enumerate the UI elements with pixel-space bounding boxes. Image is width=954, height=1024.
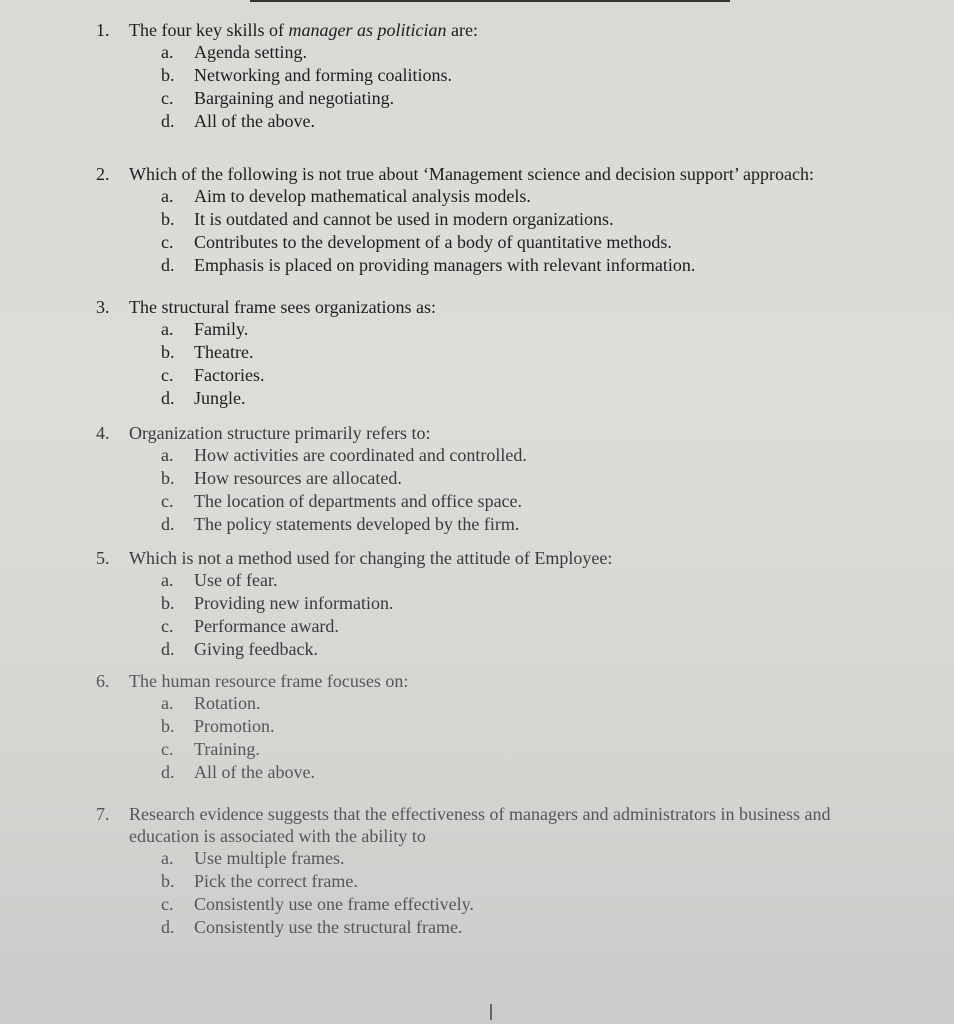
- question-stem: [96, 19, 916, 41]
- option-a: a. Use multiple frames.: [161, 848, 345, 868]
- option-d: d. Consistently use the structural frame.: [161, 917, 463, 937]
- option-b: b. Pick the correct frame.: [161, 871, 358, 891]
- option-d: d. All of the above.: [161, 762, 315, 782]
- question-number: 7.: [96, 804, 110, 824]
- option-list: [96, 185, 916, 277]
- question-text: Which is not a method used for changing the attitude of Employee:: [129, 548, 613, 568]
- question-number: 3.: [96, 297, 110, 317]
- option-c: c. Contributes to the development of a body of quantitative methods.: [161, 232, 672, 252]
- question-stem: [96, 163, 916, 185]
- option-d: d. All of the above.: [161, 111, 315, 131]
- option-b: b. Theatre.: [161, 342, 254, 362]
- option-c: c. The location of departments and office space.: [161, 491, 523, 511]
- option-list: [96, 847, 896, 939]
- option-d: d. The policy statements developed by the firm.: [161, 514, 520, 534]
- question-text: Research evidence suggests that the effectiveness of managers and administrators in business and education is associated with the ability to: [129, 804, 831, 846]
- option-a: a. Family.: [161, 319, 249, 339]
- option-b: b. How resources are allocated.: [161, 468, 402, 488]
- question-text: The structural frame sees organizations as:: [129, 297, 437, 317]
- option-a: a. Rotation.: [161, 693, 261, 713]
- question-text-start: The four key skills of: [129, 20, 289, 40]
- question-4: [96, 422, 916, 536]
- page-marker: [490, 1004, 492, 1020]
- option-list: [96, 444, 916, 536]
- option-b: b. It is outdated and cannot be used in modern organizations.: [161, 209, 614, 229]
- option-d: d. Giving feedback.: [161, 639, 318, 659]
- option-c: c. Performance award.: [161, 616, 339, 636]
- question-7: [96, 803, 896, 939]
- question-text: The human resource frame focuses on:: [129, 671, 409, 691]
- option-c: c. Factories.: [161, 365, 265, 385]
- question-text: Organization structure primarily refers to:: [129, 423, 431, 443]
- option-d: d. Jungle.: [161, 388, 246, 408]
- question-text: [129, 19, 916, 41]
- question-number: 2.: [96, 164, 110, 184]
- question-stem: [96, 803, 896, 847]
- question-2: [96, 163, 916, 277]
- question-6: [96, 670, 916, 784]
- option-c: c. Bargaining and negotiating.: [161, 88, 395, 108]
- top-rule: [250, 0, 730, 2]
- option-c: c. Consistently use one frame effectively.: [161, 894, 474, 914]
- question-stem: [96, 547, 916, 569]
- question-number: 5.: [96, 548, 110, 568]
- question-stem: [96, 670, 916, 692]
- question-5: [96, 547, 916, 661]
- question-number: 4.: [96, 423, 110, 443]
- option-list: [96, 569, 916, 661]
- option-list: [96, 692, 916, 784]
- question-number: 6.: [96, 671, 110, 691]
- option-list: [96, 318, 916, 410]
- option-a: a. How activities are coordinated and controlled.: [161, 445, 527, 465]
- option-d: d. Emphasis is placed on providing managers with relevant information.: [161, 255, 696, 275]
- question-stem: [96, 296, 916, 318]
- option-b: b. Providing new information.: [161, 593, 394, 613]
- option-list: [96, 41, 916, 133]
- option-a: a. Aim to develop mathematical analysis models.: [161, 186, 531, 206]
- question-3: [96, 296, 916, 410]
- question-stem: [96, 422, 916, 444]
- question-1: [96, 19, 916, 133]
- option-a: a. Agenda setting.: [161, 42, 307, 62]
- question-text-italic: manager as politician: [288, 20, 447, 40]
- option-a: a. Use of fear.: [161, 570, 278, 590]
- option-b: b. Promotion.: [161, 716, 275, 736]
- question-text: Which of the following is not true about ‘Management science and decision support’ approach:: [129, 164, 814, 184]
- question-text-end: are:: [446, 20, 478, 40]
- option-c: c. Training.: [161, 739, 260, 759]
- question-number: 1.: [96, 20, 110, 40]
- option-b: b. Networking and forming coalitions.: [161, 65, 452, 85]
